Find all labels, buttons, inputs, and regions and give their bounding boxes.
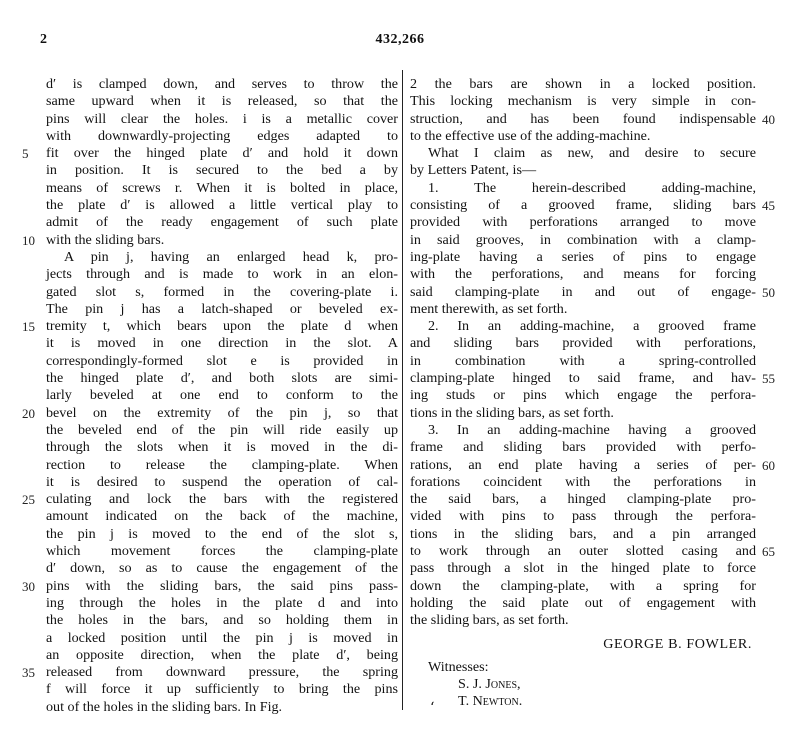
left_column-line: out of the holes in the sliding bars. In Fig.	[46, 698, 283, 715]
line-number: 30	[22, 578, 35, 594]
right_column-line: ing studs or pins which engage the perfora-	[410, 387, 756, 404]
left_column-line: with the sliding bars.	[46, 231, 165, 248]
left_column-line: correspondingly-formed slot e is provided in	[46, 352, 398, 369]
left_column-line: the holes in the bars, and so holding them in	[46, 612, 398, 629]
left_column-line: through the slots when it is moved in the di-	[46, 439, 398, 456]
left_column-line: the pin j is moved to the end of the slot s,	[46, 525, 398, 542]
left-column	[46, 76, 398, 716]
line-number: 55	[762, 371, 775, 387]
right_column-line: to the effective use of the adding-machine.	[410, 127, 651, 144]
left_column-line: f will force it up sufficiently to bring the pins	[46, 681, 398, 698]
right_column-line: rations, an end plate having a series of per-	[410, 456, 756, 473]
right_column-line: in said grooves, in combination with a clamp-	[410, 231, 756, 248]
stray-ink-mark: ‘	[430, 700, 435, 716]
left_column-line: d′ down, so as to cause the engagement of the	[46, 560, 398, 577]
left_column-line: pins with the sliding bars, the said pins pass-	[46, 577, 398, 594]
right_column-line: struction, and has been found indispensable	[410, 110, 756, 127]
right_column-line: tions in the sliding bars, as set forth.	[410, 404, 614, 421]
right_column-line: forations coincident with the perforations in	[410, 473, 756, 490]
left_column-line: tremity t, which bears upon the plate d when	[46, 318, 398, 335]
right_column-line: 3. In an adding-machine having a grooved	[428, 421, 756, 438]
left_column-line: with downwardly-projecting edges adapted to	[46, 127, 398, 144]
line-number: 20	[22, 405, 35, 421]
page-number: 2	[40, 32, 47, 47]
right_column-line: ment therewith, as set forth.	[410, 300, 568, 317]
left_column-line: in position. It is secured to the bed a by	[46, 162, 398, 179]
right_column-line: the said bars, a hinged clamping-plate pro-	[410, 491, 756, 508]
right_column-line: 1. The herein-described adding-machine,	[428, 179, 756, 196]
right_column-line: tions in the sliding bars, and a pin arranged	[410, 525, 756, 542]
right_column-line: 2 the bars are shown in a locked position.	[410, 76, 756, 92]
left_column-line: the plate d′ is allowed a little vertical play to	[46, 197, 398, 214]
left_column-line: it is moved in one direction in the slot. A	[46, 335, 398, 352]
left_column-line: d′ is clamped down, and serves to throw the	[46, 76, 398, 92]
left_column-line: it is desired to suspend the operation of cal-	[46, 473, 398, 490]
left_column-line: which movement forces the clamping-plate	[46, 543, 398, 560]
left_column-line: an opposite direction, when the plate d′, being	[46, 646, 398, 663]
right_column-line: provided with perforations arranged to move	[410, 214, 756, 231]
right_column-line: clamping-plate hinged to said frame, and hav-	[410, 370, 756, 387]
left_column-line: gated slot s, formed in the covering-plate i.	[46, 283, 398, 300]
left_column-line: A pin j, having an enlarged head k, pro-	[64, 248, 398, 265]
left_column-line: culating and lock the bars with the registered	[46, 491, 398, 508]
left_column-line: admit of the ready engagement of such plate	[46, 214, 398, 231]
witness-name: T. Newton.	[458, 693, 523, 710]
line-number: 25	[22, 492, 35, 508]
right_column-line: and sliding bars provided with perforations,	[410, 335, 756, 352]
left_column-line: rection to release the clamping-plate. When	[46, 456, 398, 473]
line-number: 40	[762, 111, 775, 127]
right_column-line: pass through a slot in the hinged plate to force	[410, 560, 756, 577]
line-number: 50	[762, 284, 775, 300]
left_column-line: same upward when it is released, so that the	[46, 93, 398, 110]
right_column-line: by Letters Patent, is—	[410, 162, 537, 179]
right_column-line: holding the said plate out of engagement with	[410, 594, 756, 611]
line-number: 15	[22, 319, 35, 335]
right_column-line: 2. In an adding-machine, a grooved frame	[428, 318, 756, 335]
line-number: 60	[762, 457, 775, 473]
column-divider	[402, 70, 403, 710]
right_column-line: This locking mechanism is very simple in con-	[410, 93, 756, 110]
left_column-line: amount indicated on the back of the machine,	[46, 508, 398, 525]
signature: GEORGE B. FOWLER.	[603, 635, 752, 652]
witnesses-label: Witnesses:	[428, 658, 489, 675]
right-column	[410, 76, 756, 711]
right_column-line: said clamping-plate in and out of engage-	[410, 283, 756, 300]
left_column-line: a locked position until the pin j is moved in	[46, 629, 398, 646]
line-number: 65	[762, 544, 775, 560]
right_column-line: in combination with a spring-controlled	[410, 352, 756, 369]
left_column-line: larly beveled at one end to conform to the	[46, 387, 398, 404]
left_column-line: pins will clear the holes. i is a metallic cover	[46, 110, 398, 127]
left_column-line: means of screws r. When it is bolted in place,	[46, 179, 398, 196]
line-number: 10	[22, 232, 35, 248]
left_column-line: bevel on the extremity of the pin j, so that	[46, 404, 398, 421]
right_column-line: the sliding bars, as set forth.	[410, 612, 569, 629]
line-number: 35	[22, 665, 35, 681]
patent-number: 432,266	[375, 32, 425, 47]
right_column-line: frame and sliding bars provided with perfo-	[410, 439, 756, 456]
right_column-line: What I claim as new, and desire to secure	[428, 145, 756, 162]
left_column-line: the hinged plate d′, and both slots are simi-	[46, 370, 398, 387]
line-number: 45	[762, 198, 775, 214]
right_column-line: vided with pins to pass through the perfora-	[410, 508, 756, 525]
right_column-line: to work through an outer slotted casing and	[410, 543, 756, 560]
witness-name: S. J. Jones,	[458, 676, 521, 693]
left_column-line: the beveled end of the pin will ride easily up	[46, 421, 398, 438]
left_column-line: released from downward pressure, the spring	[46, 664, 398, 681]
left_column-line: ing through the holes in the plate d and into	[46, 594, 398, 611]
left_column-line: jects through and is made to work in an elon-	[46, 266, 398, 283]
left_column-line: The pin j has a latch-shaped or beveled ex-	[46, 300, 398, 317]
left_column-line: fit over the hinged plate d′ and hold it down	[46, 145, 398, 162]
right_column-line: ing-plate having a series of pins to engage	[410, 248, 756, 265]
line-number: 5	[22, 146, 29, 162]
right_column-line: with the perforations, and means for forcing	[410, 266, 756, 283]
right_column-line: consisting of a grooved frame, sliding bars	[410, 197, 756, 214]
right_column-line: down the clamping-plate, with a spring for	[410, 577, 756, 594]
